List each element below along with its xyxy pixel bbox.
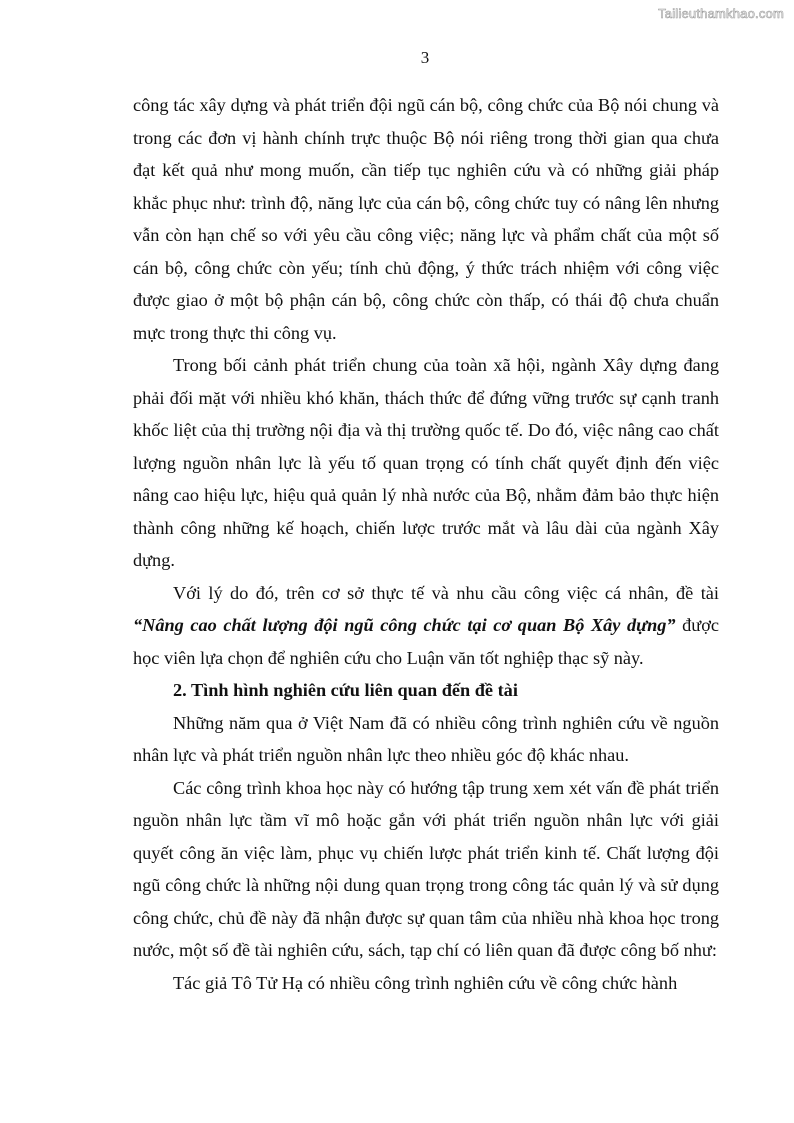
paragraph-continuation: công tác xây dựng và phát triển đội ngũ cán bộ, công chức của Bộ nói chung và trong các đơn vị hành chính trực thuộc Bộ nói riêng trong thời gian qua chưa đạt kết quả như mong muốn, cần tiếp tục nghiên cứu và có những giải pháp khắc phục như: trình độ, năng lực của cán bộ, công chức tuy có nâng lên nhưng vẫn còn hạn chế so với yêu cầu công việc; năng lực và phẩm chất của một số cán bộ, công chức còn yếu; tính chủ động, ý thức trách nhiệm với công việc được giao ở một bộ phận cán bộ, công chức còn thấp, có thái độ chưa chuẩn mực trong thực thi công vụ.: [133, 95, 719, 343]
watermark: Tailieuthamkhao.com: [658, 6, 784, 21]
paragraph-topic-selection: [133, 577, 719, 675]
paragraph-author-to-tu-ha: Tác giả Tô Tử Hạ có nhiều công trình nghiên cứu về công chức hành: [173, 972, 678, 993]
paragraph-research-overview: Những năm qua ở Việt Nam đã có nhiều công trình nghiên cứu về nguồn nhân lực và phát triển nguồn nhân lực theo nhiều góc độ khác nhau.: [133, 712, 719, 765]
paragraph-context: Trong bối cảnh phát triển chung của toàn xã hội, ngành Xây dựng đang phải đối mặt với nhiều khó khăn, thách thức để đứng vững trước sự cạnh tranh khốc liệt của thị trường nội địa và thị trường quốc tế. Do đó, việc nâng cao chất lượng nguồn nhân lực là yếu tố quan trọng có tính chất quyết định đến việc nâng cao hiệu lực, hiệu quả quản lý nhà nước của Bộ, nhằm đảm bảo thực hiện thành công những kế hoạch, chiến lược trước mắt và lâu dài của ngành Xây dựng.: [133, 355, 719, 570]
section-heading: 2. Tình hình nghiên cứu liên quan đến đề tài: [173, 680, 518, 700]
paragraph-text-after: được học viên lựa chọn để nghiên cứu cho Luận văn tốt nghiệp thạc sỹ này.: [133, 615, 719, 668]
paragraph-research-focus: Các công trình khoa học này có hướng tập trung xem xét vấn đề phát triển nguồn nhân lực tầm vĩ mô hoặc gắn với phát triển nguồn nhân lực với giải quyết công ăn việc làm, phục vụ chiến lược phát triển kinh tế. Chất lượng đội ngũ công chức là những nội dung quan trọng trong công tác quản lý và sử dụng công chức, chủ đề này đã nhận được sự quan tâm của nhiều nhà khoa học trong nước, một số đề tài nghiên cứu, sách, tạp chí có liên quan đã được công bố như:: [133, 777, 719, 960]
page-number: 3: [420, 48, 430, 67]
document-body: [133, 89, 719, 999]
thesis-title-quote: “Nâng cao chất lượng đội ngũ công chức tại cơ quan Bộ Xây dựng”: [133, 615, 676, 635]
paragraph-text-before: Với lý do đó, trên cơ sở thực tế và nhu cầu công việc cá nhân, đề tài: [173, 582, 719, 603]
